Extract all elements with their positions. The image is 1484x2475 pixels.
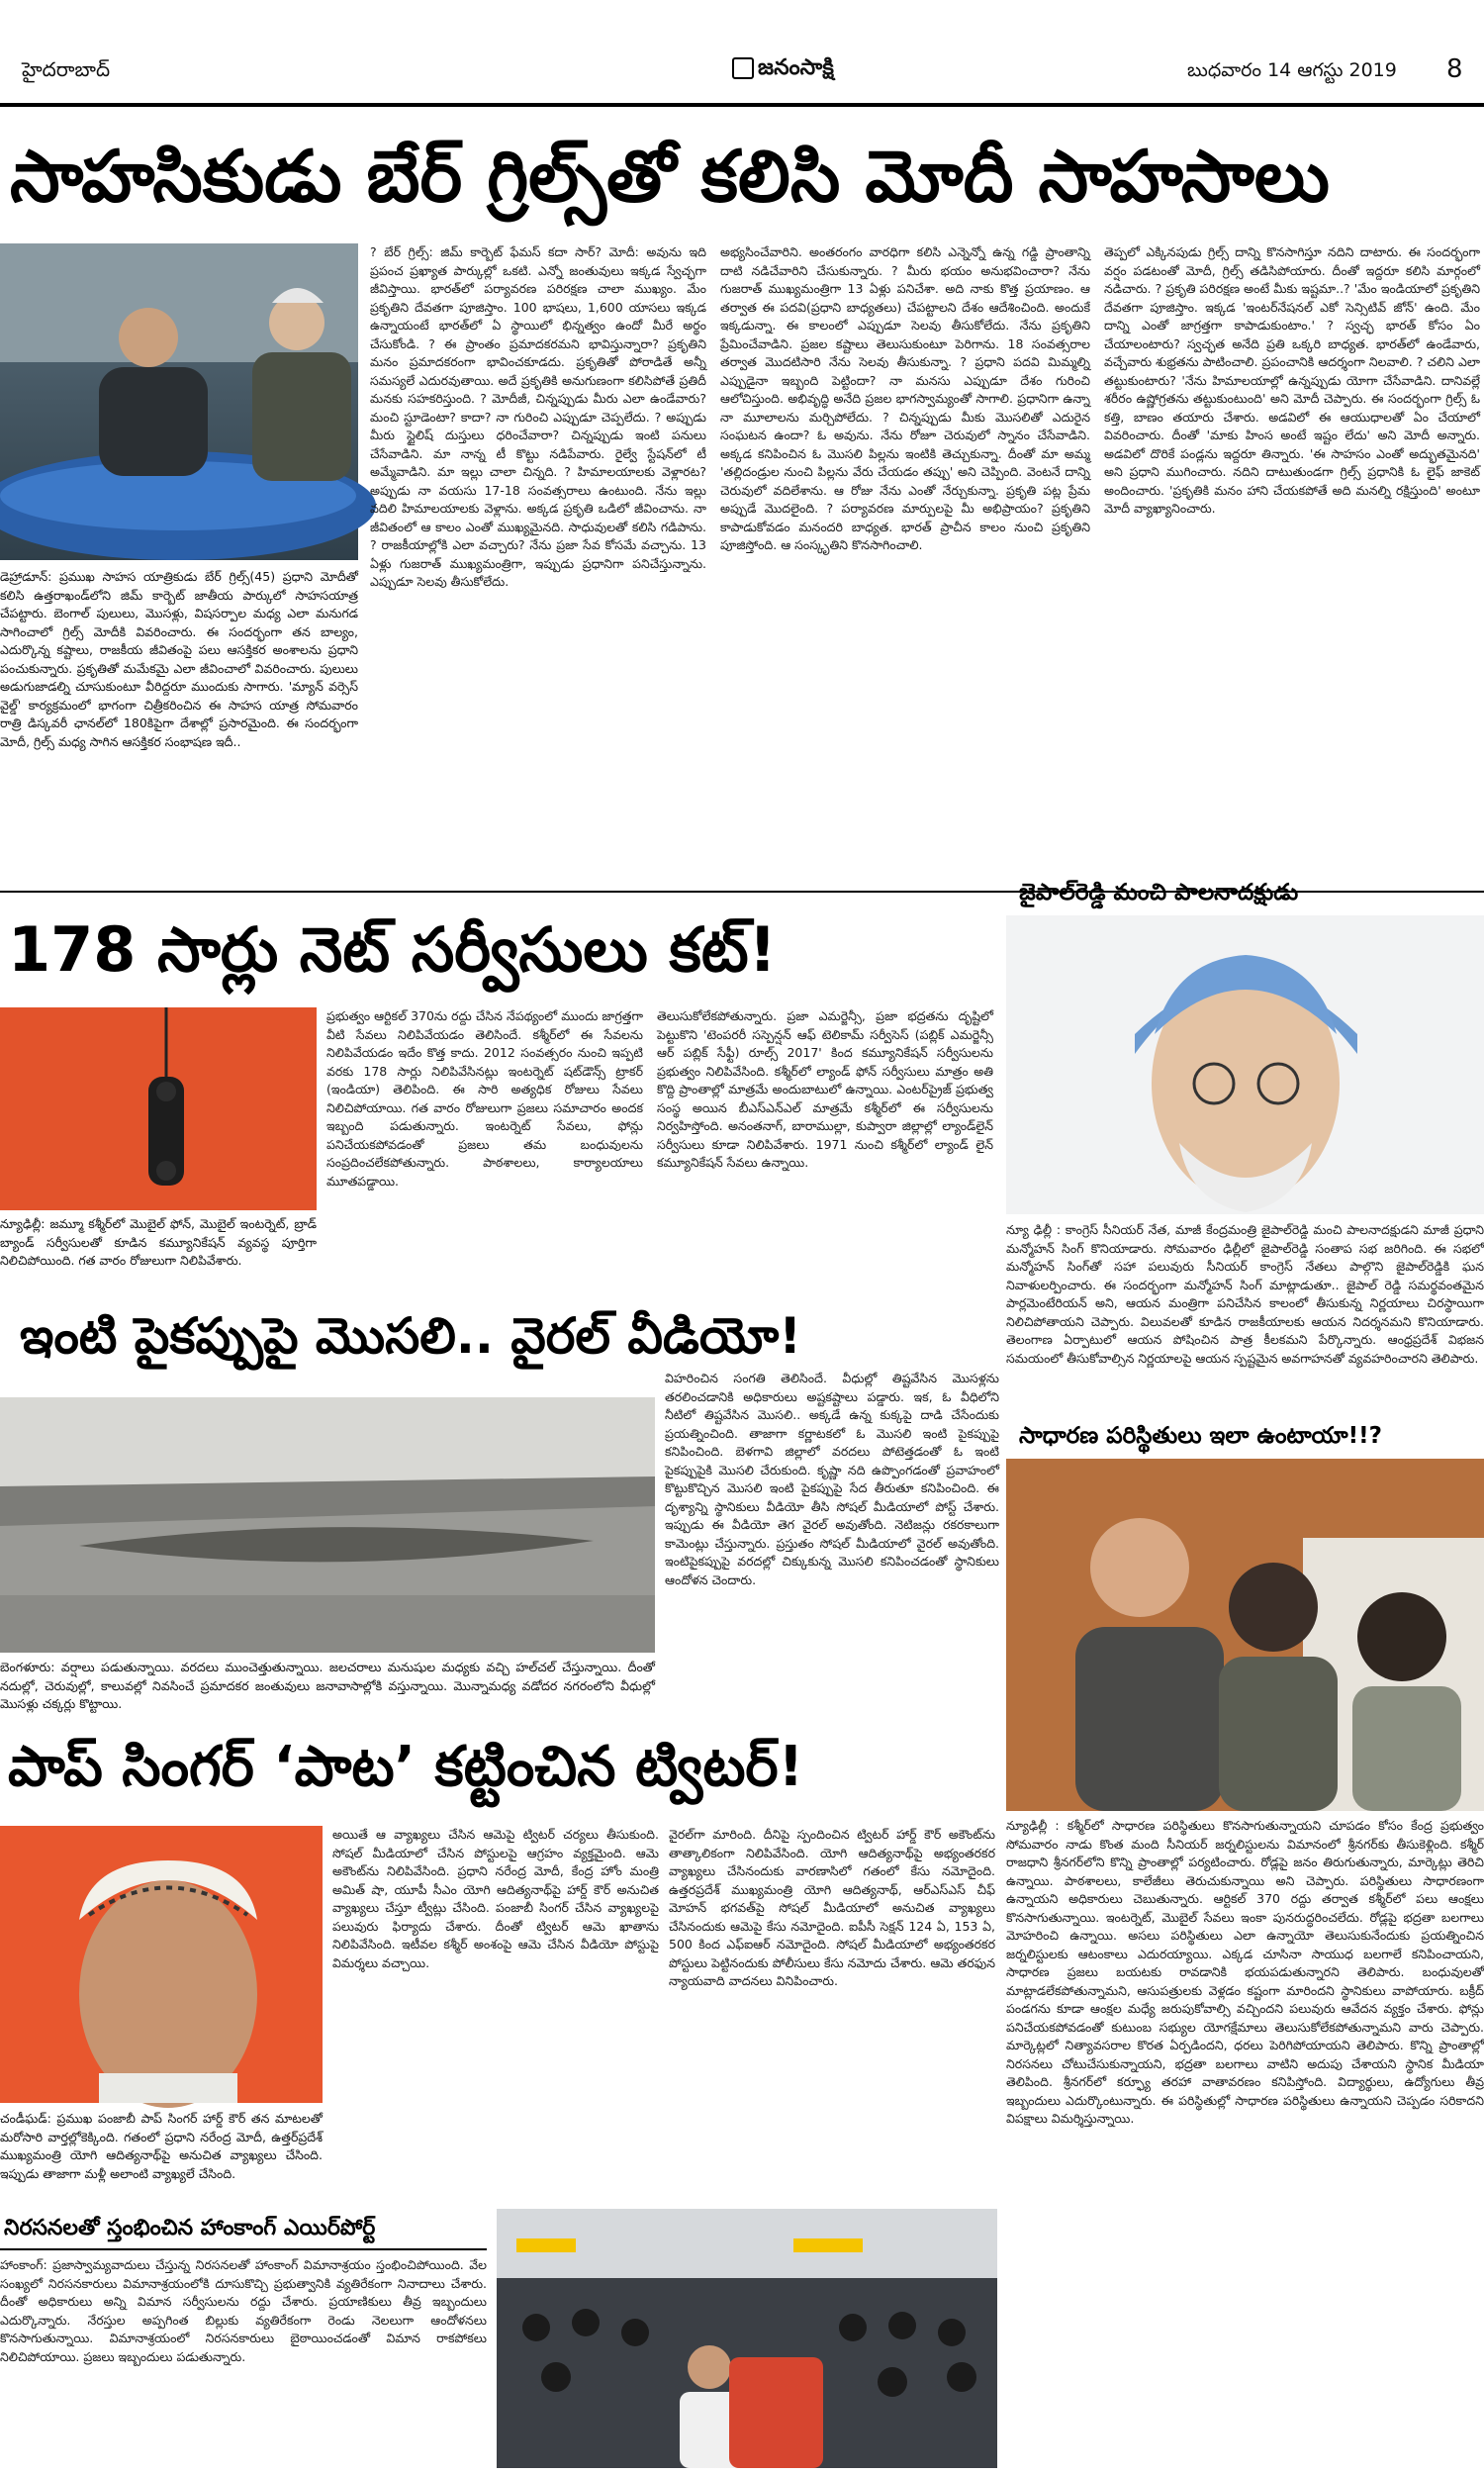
story1-column-4: తెప్పలో ఎక్కినపుడు గ్రిల్స్ దాన్ని కొనసాగిస్తూ నదిని దాటారు. ఈ సందర్భంగా వర్షం పడటంతో మోదీ, గ్రిల్స్ తడిసిపోయారు. దీంతో ఇద్దరూ కలిసి మార్గంలో నడిచారు. ? ప్రకృతి పరిరక్షణ అంటే మీకు ఇష్టమా..? 'మేం ఇండియాలో ప్రకృతిని దేవతగా పూజిస్తాం. ఇక్కడ 'ఇంటర్‌నేషనల్ ఎకో సెన్సిటివ్ జోన్' ఉంది. మేం దాన్ని ఎంతో జాగ్రత్తగా కాపాడుకుంటాం.' ? స్వచ్ఛ భారత్ కోసం ఏం చేయాలంటారు? స్వచ్ఛత అనేది ప్రతి ఒక్కరి బాధ్యత. భారత్‌లో ఉండేవారు, వచ్చేవారు శుభ్రతను పాటించాలి. ప్రపంచానికి ఆదర్శంగా నిలవాలి. ? చలిని ఎలా తట్టుకుంటారు? 'నేను హిమాలయాల్లో ఉన్నప్పుడు యోగా చేసేవాడిని. దానివల్లే శరీరం ఉష్ణోగ్రతను తట్టుకుంటుంది' అని మోదీ చెప్పారు. ఈ సందర్భంగా గ్రిల్స్ ఓ కత్తి, బాణం తయారు చేశారు. అడవిలో ఈ ఆయుధాలతో ఏం చేయాలో వివరించారు. దీంతో 'మాకు హింస అంటే ఇష్టం లేదు' అని మోదీ అన్నారు. అడవిలో దొరికే పండ్లను ఇద్దరూ తిన్నారు. 'ఈ సాహసం ఎంతో అద్భుతమైనది' అని ప్రధాని ముగించారు. నదిని దాటుతుండగా గ్రిల్స్ ప్రధానికి ఓ లైఫ్ జాకెట్ అందించారు. 'ప్రకృతికి మనం హాని చేయకపోతే అది మనల్ని రక్షిస్తుంది' అంటూ మోదీ వ్యాఖ్యానించారు. <box>1104 244 1480 516</box>
story5-photo <box>1006 1459 1484 1811</box>
masthead-city: హైదరాబాద్ <box>22 57 111 81</box>
story6-photo <box>0 1826 323 2103</box>
story1-column-3: అభ్యసించేవారిని. అంతరంగం వారధిగా కలిసి ఎన్నెన్నో ఉన్న గడ్డి ప్రాంతాన్ని దాటి నడిచేవారిని చేసుకున్నారు. ? మీరు భయం అనుభవించారా? నేను గుజరాత్ ముఖ్యమంత్రిగా 13 ఏళ్లు పనిచేశా. అది నాకు కొత్త ప్రయాణం. ఆ తర్వాత ఈ పదవి(ప్రధాని బాధ్యతలు) చేపట్టాలని దేశం ఆదేశించింది. అందుకే ఇక్కడున్నా. ఈ కాలంలో ఎప్పుడూ సెలవు తీసుకోలేదు. నేను ప్రకృతిని ప్రేమించేవాడిని. ప్రజల కష్టాలు తెలుసుకుంటూ పెరిగాను. 18 సంవత్సరాల తర్వాత మొదటిసారి నేను సెలవు తీసుకున్నా. ? ప్రధాని పదవి మిమ్మల్ని ఎప్పుడైనా ఇబ్బంది పెట్టిందా? నా మనసు ఎప్పుడూ దేశం గురించి ఆలోచిస్తుంది. అభివృద్ధి అనేది ప్రజల భాగస్వామ్యంతో సాగాలి. ప్రధానిగా ఉన్నా నా మూలాలను మర్చిపోలేదు. ? చిన్నప్పుడు మీకు మొసలితో ఎదురైన సంఘటన ఉందా? ఓ అవును. నేను రోజూ చెరువులో స్నానం చేసేవాడిని. అక్కడ కనిపించిన ఓ మొసలి పిల్లను ఇంటికి తెచ్చుకున్నా. దీంతో మా అమ్మ 'తల్లిదండ్రుల నుంచి పిల్లను వేరు చేయడం తప్పు' అని చెప్పింది. వెంటనే దాన్ని చెరువులో వదిలేశాను. ఆ రోజు నేను ఎంతో నేర్చుకున్నా. ప్రకృతి పట్ల ప్రేమ అప్పుడే మొదలైంది. ? పర్యావరణ మార్పులపై మీ అభిప్రాయం? ప్రకృతిని కాపాడుకోవడం మనందరి బాధ్యత. భారత్ ప్రాచీన కాలం నుంచి ప్రకృతిని పూజిస్తోంది. ఆ సంస్కృతిని కొనసాగించాలి. <box>720 244 1090 552</box>
story1-caption: డెహ్రాడూన్: ప్రముఖ సాహస యాత్రికుడు బేర్ గ్రిల్స్(45) ప్రధాని మోదీతో కలిసి ఉత్తరాఖండ్‌లోని జిమ్ కార్బెట్ జాతీయ పార్కులో సాహసయాత్ర చేపట్టారు. బెంగాల్ పులులు, మొసళ్లు, విషసర్పాల మధ్య ఎలా మనుగడ సాగించాలో గ్రిల్స్ మోదీకి వివరించారు. ఈ సందర్భంగా తన బాల్యం, ఎదుర్కొన్న కష్టాలు, రాజకీయ జీవితంపై పలు ఆసక్తికర అంశాలను ప్రధాని పంచుకున్నారు. ప్రకృతితో మమేకమై ఎలా జీవించాలో వివరించారు. పులులు అడుగుజాడల్ని చూసుకుంటూ వీరిద్దరూ ముందుకు సాగారు. 'మ్యాన్ వర్సెస్ వైల్డ్' కార్యక్రమంలో భాగంగా చిత్రీకరించిన ఈ సాహస యాత్ర సోమవారం రాత్రి డిస్కవరీ ఛానల్‌లో 180కిపైగా దేశాల్లో ప్రసారమైంది. ఈ సందర్భంగా మోదీ, గ్రిల్స్ మధ్య సాగిన ఆసక్తికర సంభాషణ ఇదీ.. <box>0 569 358 749</box>
story5-headline: సాధారణ పరిస్థితులు ఇలా ఉంటాయా!!? <box>1019 1423 1382 1449</box>
page-number: 8 <box>1446 54 1463 84</box>
masthead-rule <box>0 103 1484 107</box>
masthead-logo <box>732 55 834 85</box>
story7-photo <box>497 2209 997 2468</box>
story1-headline: సాహసికుడు బేర్ గ్రిల్స్‌తో కలిసి మోదీ సాహసాలు <box>10 135 1330 218</box>
story3-photo <box>1006 915 1484 1214</box>
story1-column-2: ? బేర్ గ్రిల్స్: జిమ్ కార్బెట్ ఫేమస్ కదా సార్? మోదీ: అవును ఇది ప్రపంచ ప్రఖ్యాత పార్కుల్లో ఒకటి. ఎన్నో జంతువులు ఇక్కడ స్వేచ్ఛగా జీవిస్తాయి. భారత్‌లో పర్యావరణ పరిరక్షణ చాలా ముఖ్యం. మేం ప్రకృతిని దేవతగా పూజిస్తాం. 100 భాషలు, 1,600 యాసలు ఇక్కడ ఉన్నాయంటే భారత్‌లో ఏ స్థాయిలో భిన్నత్వం ఉందో మీరే అర్థం చేసుకోండి. ? ఈ ప్రాంతం ప్రమాదకరమని భావిస్తున్నారా? ప్రకృతిని మనం ప్రమాదకరంగా భావించకూడదు. ప్రకృతితో పోరాడితే అన్నీ సమస్యలే ఎదురవుతాయి. అదే ప్రకృతికి అనుగుణంగా కలిసిపోతే ప్రతిదీ మనకు సహకరిస్తుంది. ? మోదీజీ, చిన్నప్పుడు మీరు ఎలా ఉండేవారు? మంచి స్టూడెంటా? కాదా? నా గురించి ఎప్పుడూ చెప్పలేదు. ? అప్పుడు మీరు స్టైలిష్ దుస్తులు ధరించేవారా? చిన్నప్పుడు ఇంటి పనులు చేసేవాడిని. మా నాన్న టీ కొట్టు నడిపేవారు. రైల్వే స్టేషన్‌లో టీ అమ్మేవాడిని. మా ఇల్లు చాలా చిన్నది. ? హిమాలయాలకు వెళ్లారట? అప్పుడు నా వయసు 17-18 సంవత్సరాలు ఉంటుంది. నేను ఇల్లు వదిలి హిమాలయాలకు వెళ్లాను. అక్కడ ప్రకృతి ఒడిలో జీవించాను. నా జీవితంలో ఆ కాలం ఎంతో ముఖ్యమైనది. సాధువులతో కలిసి గడిపాను. ? రాజకీయాల్లోకి ఎలా వచ్చారు? నేను ప్రజా సేవ కోసమే వచ్చాను. 13 ఏళ్లు గుజరాత్ ముఖ్యమంత్రిగా, ఇప్పుడు ప్రధానిగా పనిచేస్తున్నాను. ఎప్పుడూ సెలవు తీసుకోలేదు. <box>370 244 706 589</box>
story4-photo <box>0 1397 655 1653</box>
story2-headline: 178 సార్లు నెట్ సర్వీసులు కట్! <box>8 913 777 986</box>
logo-icon <box>732 57 754 79</box>
story6-column-3: వైరల్‌గా మారింది. దీనిపై స్పందించిన ట్విటర్ హార్డ్ కౌర్ అకౌంట్‌ను తాత్కాలికంగా నిలిపివేసింది. యోగి ఆదిత్యనాథ్‌పై అభ్యంతరకర వ్యాఖ్యలు చేసినందుకు వారణాసిలో గతంలో కేసు నమోదైంది. ఉత్తరప్రదేశ్ ముఖ్యమంత్రి యోగి ఆదిత్యనాథ్, ఆర్ఎస్ఎస్ చీఫ్ మోహన్ భగవత్‌పై సోషల్ మీడియాలో అనుచిత వ్యాఖ్యలు చేసినందుకు ఆమెపై కేసు నమోదైంది. ఐపీసీ సెక్షన్ 124 ఏ, 153 ఏ, 500 కింద ఎఫ్ఐఆర్ నమోదైంది. సోషల్ మీడియాలో అభ్యంతరకర పోస్టులు పెట్టినందుకు పోలీసులు కేసు నమోదు చేశారు. ఆమె తరఫున న్యాయవాది వాదనలు వినిపించారు. <box>669 1827 995 1988</box>
story4-headline: ఇంటి పైకప్పుపై మొసలి.. వైరల్ వీడియో! <box>20 1307 802 1365</box>
paper-name: జనంసాక్షి <box>758 55 834 80</box>
masthead-date: బుధవారం 14 ఆగస్టు 2019 <box>1187 59 1397 81</box>
story3-body: న్యూ ఢిల్లీ : కాంగ్రెస్ సీనియర్ నేత, మాజీ కేంద్రమంత్రి జైపాల్‌రెడ్డి మంచి పాలనాదక్షుడని మాజీ ప్రధాని మన్మోహన్ సింగ్ కొనియాడారు. సోమవారం ఢిల్లీలో జైపాల్‌రెడ్డి సంతాప సభ జరిగింది. ఈ సభలో మన్మోహన్ సింగ్‌తో సహా పలువురు సీనియర్ కాంగ్రెస్ నేతలు పాల్గొని జైపాల్‌రెడ్డికి ఘన నివాళులర్పించారు. ఈ సందర్భంగా మన్మోహన్ సింగ్ మాట్లాడుతూ.. జైపాల్ రెడ్డి సమర్థవంతమైన పార్లమెంటేరియన్ అని, ఆయన మంత్రిగా పనిచేసిన కాలంలో తీసుకున్న నిర్ణయాలు చిరస్థాయిగా నిలిచిపోతాయని చెప్పారు. విలువలతో కూడిన రాజకీయాలకు ఆయన నిదర్శనమని కొనియాడారు. తెలంగాణ ఏర్పాటులో ఆయన పోషించిన పాత్ర కీలకమని పేర్కొన్నారు. ఆంధ్రప్రదేశ్ విభజన సమయంలో తీసుకోవాల్సిన నిర్ణయాలపై ఆయన స్పష్టమైన అవగాహనతో వ్యవహరించారని తెలిపారు. <box>1006 1222 1484 1366</box>
story2-column-3: తెలుసుకోలేకపోతున్నారు. ప్రజా ఎమర్జెన్సీ, ప్రజా భద్రతను దృష్టిలో పెట్టుకొని 'టెంపరరీ సస్పెన్షన్ ఆఫ్ టెలికామ్ సర్వీసెస్ (పబ్లిక్ ఎమర్జెన్సీ ఆర్ పబ్లిక్ సేఫ్టీ) రూల్స్ 2017' కింద కమ్యూనికేషన్ సర్వీసులను ప్రభుత్వం నిలిపివేసింది. కశ్మీర్‌లో ల్యాండ్ ఫోన్ సర్వీసులు మాత్రం అతి కొద్ది ప్రాంతాల్లో మాత్రమే అందుబాటులో ఉన్నాయి. ఎంటర్‌ప్రైజ్ ప్రభుత్వ సంస్థ అయిన బీఎస్ఎన్ఎల్ మాత్రమే కశ్మీర్‌లో ఈ సర్వీసులను నిర్వహిస్తోంది. అనంతనాగ్, బారాముల్లా, కుప్వారా జిల్లాల్లో ల్యాండ్‌లైన్ సర్వీసులు కూడా నిలిపివేశారు. 1971 నుంచి కశ్మీర్‌లో ల్యాండ్ లైన్ కమ్యూనికేషన్ సేవలు ఉన్నాయి. <box>657 1008 993 1170</box>
story6-headline: పాప్ సింగర్ ‘పాట’ కట్టించిన ట్విటర్! <box>8 1735 804 1799</box>
story6-caption: చండీఘడ్: ప్రముఖ పంజాబీ పాప్ సింగర్ హార్డ్ కౌర్ తన మాటలతో మరోసారి వార్తల్లోకెక్కింది. గతంలో ప్రధాని నరేంద్ర మోదీ, ఉత్తర్‌ప్రదేశ్ ముఖ్యమంత్రి యోగి ఆదిత్యనాథ్‌పై అనుచిత వ్యాఖ్యలు చేసింది. ఇప్పుడు తాజాగా మళ్లీ అలాంటి వ్యాఖ్యలే చేసింది. <box>0 2111 323 2181</box>
story7-headline-bar <box>0 2209 487 2250</box>
story5-body: న్యూఢిల్లీ : కశ్మీర్‌లో సాధారణ పరిస్థితులు కొనసాగుతున్నాయని చూపడం కోసం కేంద్ర ప్రభుత్వం సోమవారం నాడు కొంత మంది సీనియర్ జర్నలిస్టులను విమానంలో శ్రీనగర్‌కు తీసుకెళ్లింది. కశ్మీర్ రాజధాని శ్రీనగర్‌లోని కొన్ని ప్రాంతాల్లో పర్యటించారు. రోడ్లపై జనం తిరుగుతున్నారు, మార్కెట్లు తెరిచి ఉన్నాయి. పాఠశాలలు, కాలేజీలు తెరుచుకున్నాయి అని చెప్పారు. పరిస్థితులు సాధారణంగా ఉన్నాయని అధికారులు చెబుతున్నారు. ఆర్టికల్ 370 రద్దు తర్వాత కశ్మీర్‌లో పలు ఆంక్షలు కొనసాగుతున్నాయి. ఇంటర్నెట్, మొబైల్ సేవలు ఇంకా పునరుద్ధరించలేదు. రోడ్లపై భద్రతా బలగాలు మోహరించి ఉన్నాయి. అసలు పరిస్థితులు ఎలా ఉన్నాయో తెలుసుకునేందుకు ప్రయత్నించిన జర్నలిస్టులకు ఆటంకాలు ఎదురయ్యాయి. ఎక్కడ చూసినా సాయుధ బలగాలే కనిపించాయని, సాధారణ ప్రజలు బయటకు రావడానికి భయపడుతున్నారని తెలిపారు. బంధువులతో మాట్లాడలేకపోతున్నామని, ఆసుపత్రులకు వెళ్లడం కష్టంగా మారిందని స్థానికులు వాపోయారు. బక్రీద్ పండగను కూడా ఆంక్షల మధ్యే జరుపుకోవాల్సి వచ్చిందని పలువురు ఆవేదన వ్యక్తం చేశారు. ఫోన్లు పనిచేయకపోవడంతో కుటుంబ సభ్యుల యోగక్షేమాలు తెలుసుకోలేకపోతున్నామని వారు చెప్పారు. మార్కెట్లలో నిత్యావసరాల కొరత ఏర్పడిందని, ధరలు పెరిగిపోయాయని తెలిపారు. కొన్ని ప్రాంతాల్లో నిరసనలు చోటుచేసుకున్నాయని, భద్రతా బలగాలు వాటిని అదుపు చేశాయని స్థానిక మీడియా తెలిపింది. శ్రీనగర్‌లో కర్ఫ్యూ తరహా వాతావరణం కనిపిస్తోంది. విద్యార్థులు, ఉద్యోగులు తీవ్ర ఇబ్బందులు ఎదుర్కొంటున్నారు. ఈ పరిస్థితుల్లో సాధారణ పరిస్థితులు ఉన్నాయని చెప్పడం సరికాదని విపక్షాలు విమర్శిస్తున్నాయి. <box>1006 1818 1484 2126</box>
masthead <box>0 0 1484 111</box>
story2-caption: న్యూఢిల్లీ: జమ్మూ కశ్మీర్‌లో మొబైల్ ఫోన్, మొబైల్ ఇంటర్నెట్, బ్రాడ్ బ్యాండ్ సర్వీసులతో కూడిన కమ్యూనికేషన్ వ్యవస్థ పూర్తిగా నిలిచిపోయింది. గత వారం రోజులుగా నిలిపివేశారు. <box>0 1216 317 1268</box>
story7-body: హాంకాంగ్: ప్రజాస్వామ్యవాదులు చేస్తున్న నిరసనలతో హాంకాంగ్ విమానాశ్రయం స్తంభించిపోయింది. వేల సంఖ్యలో నిరసనకారులు విమానాశ్రయంలోకి దూసుకొచ్చి ప్రభుత్వానికి వ్యతిరేకంగా నినాదాలు చేశారు. దీంతో అధికారులు అన్ని విమాన సర్వీసులను రద్దు చేశారు. ప్రయాణికులు తీవ్ర ఇబ్బందులు ఎదుర్కొన్నారు. నేరస్తుల అప్పగింత బిల్లుకు వ్యతిరేకంగా రెండు నెలలుగా ఆందోళనలు కొనసాగుతున్నాయి. విమానాశ్రయంలో నిరసనకారులు బైఠాయించడంతో విమాన రాకపోకలు నిలిచిపోయాయి. ప్రజలు ఇబ్బందులు పడుతున్నారు. <box>0 2257 487 2364</box>
story1-photo <box>0 243 358 560</box>
story3-headline: జైపాల్‌రెడ్డి మంచి పాలనాదక్షుడు <box>1019 880 1299 905</box>
story4-body: విహరించిన సంగతి తెలిసిందే. వీధుల్లో తిష్టవేసిన మొసళ్లను తరలించడానికి అధికారులు అష్టకష్టాలు పడ్డారు. ఇక, ఓ వీధిలోని నీటిలో తిష్టవేసిన మొసలి.. అక్కడే ఉన్న కుక్కపై దాడి చేసేందుకు ప్రయత్నించింది. తాజాగా కర్ణాటకలో ఓ మొసలి ఇంటి పైకప్పుపై కనిపించింది. బెళగావి జిల్లాలో వరదలు పోటెత్తడంతో ఓ ఇంటి పైకప్పుపైకి మొసలి చేరుకుంది. కృష్ణా నది ఉప్పొంగడంతో ప్రవాహంలో కొట్టుకొచ్చిన మొసలి ఇంటి పైకప్పుపై సేద తీరుతూ కనిపించింది. ఈ దృశ్యాన్ని స్థానికులు వీడియో తీసి సోషల్ మీడియాలో పోస్ట్ చేశారు. ఇప్పుడు ఈ వీడియో తెగ వైరల్ అవుతోంది. నెటిజన్లు రకరకాలుగా కామెంట్లు చేస్తున్నారు. ప్రస్తుతం సోషల్ మీడియాలో వైరల్ అవుతోంది. ఇంటిపైకప్పుపై వరదల్లో చిక్కుకున్న మొసలి కనిపించడంతో స్థానికులు ఆందోళన చెందారు. <box>665 1371 999 1587</box>
story7-headline: నిరసనలతో స్తంభించిన హాంకాంగ్ ఎయిర్‌పోర్ట్ <box>4 2216 376 2240</box>
story4-caption: బెంగళూరు: వర్షాలు పడుతున్నాయి. వరదలు ముంచెత్తుతున్నాయి. జలచరాలు మనుషుల మధ్యకు వచ్చి హల్‌చల్ చేస్తున్నాయి. దీంతో నదుల్లో, చెరువుల్లో, కాలువల్లో నివసించే ప్రమాదకర జంతువులు జనావాసాల్లోకి వస్తున్నాయి. మొన్నామధ్య వడోదర నగరంలోని వీధుల్లో మొసళ్లు చక్కర్లు కొట్టాయి. <box>0 1660 655 1711</box>
story2-column-2: ప్రభుత్వం ఆర్టికల్ 370ను రద్దు చేసిన నేపథ్యంలో ముందు జాగ్రత్తగా వీటి సేవలు నిలిపివేయడం తెలిసిందే. కశ్మీర్‌లో ఈ సేవలను నిలిపివేయడం ఇదేం కొత్త కాదు. 2012 సంవత్సరం నుంచి ఇప్పటి వరకు 178 సార్లు నిలిపివేసినట్లు ఇంటర్నెట్ షట్‌డౌన్స్ ట్రాకర్ (ఇండియా) తెలిపింది. ఈ సారి అత్యధిక రోజులు సేవలు నిలిచిపోయాయి. గత వారం రోజులుగా ప్రజలు సమాచారం అందక ఇబ్బంది పడుతున్నారు. ఇంటర్నెట్ సేవలు, ఫోన్లు పనిచేయకపోవడంతో ప్రజలు తమ బంధువులను సంప్రదించలేకపోతున్నారు. పాఠశాలలు, కార్యాలయాలు మూతపడ్డాయి. <box>326 1008 643 1189</box>
story2-photo <box>0 1007 317 1210</box>
story6-column-2: అయితే ఆ వ్యాఖ్యలు చేసిన ఆమెపై ట్విటర్ చర్యలు తీసుకుంది. సోషల్ మీడియాలో చేసిన పోస్టులపై ఆగ్రహం వ్యక్తమైంది. ఆమె అకౌంట్‌ను నిలిపివేసింది. ప్రధాని నరేంద్ర మోదీ, కేంద్ర హోం మంత్రి అమిత్ షా, యూపీ సీఎం యోగి ఆదిత్యనాథ్‌పై హార్డ్ కౌర్ అనుచిత వ్యాఖ్యలు చేస్తూ ట్వీట్లు చేసింది. పంజాబీ సింగర్ చేసిన వ్యాఖ్యలపై పలువురు ఫిర్యాదు చేశారు. దీంతో ట్విటర్ ఆమె ఖాతాను నిలిపివేసింది. ఇటీవల కశ్మీర్ అంశంపై ఆమె చేసిన వీడియో పోస్టుపై విమర్శలు వచ్చాయి. <box>332 1827 659 1970</box>
